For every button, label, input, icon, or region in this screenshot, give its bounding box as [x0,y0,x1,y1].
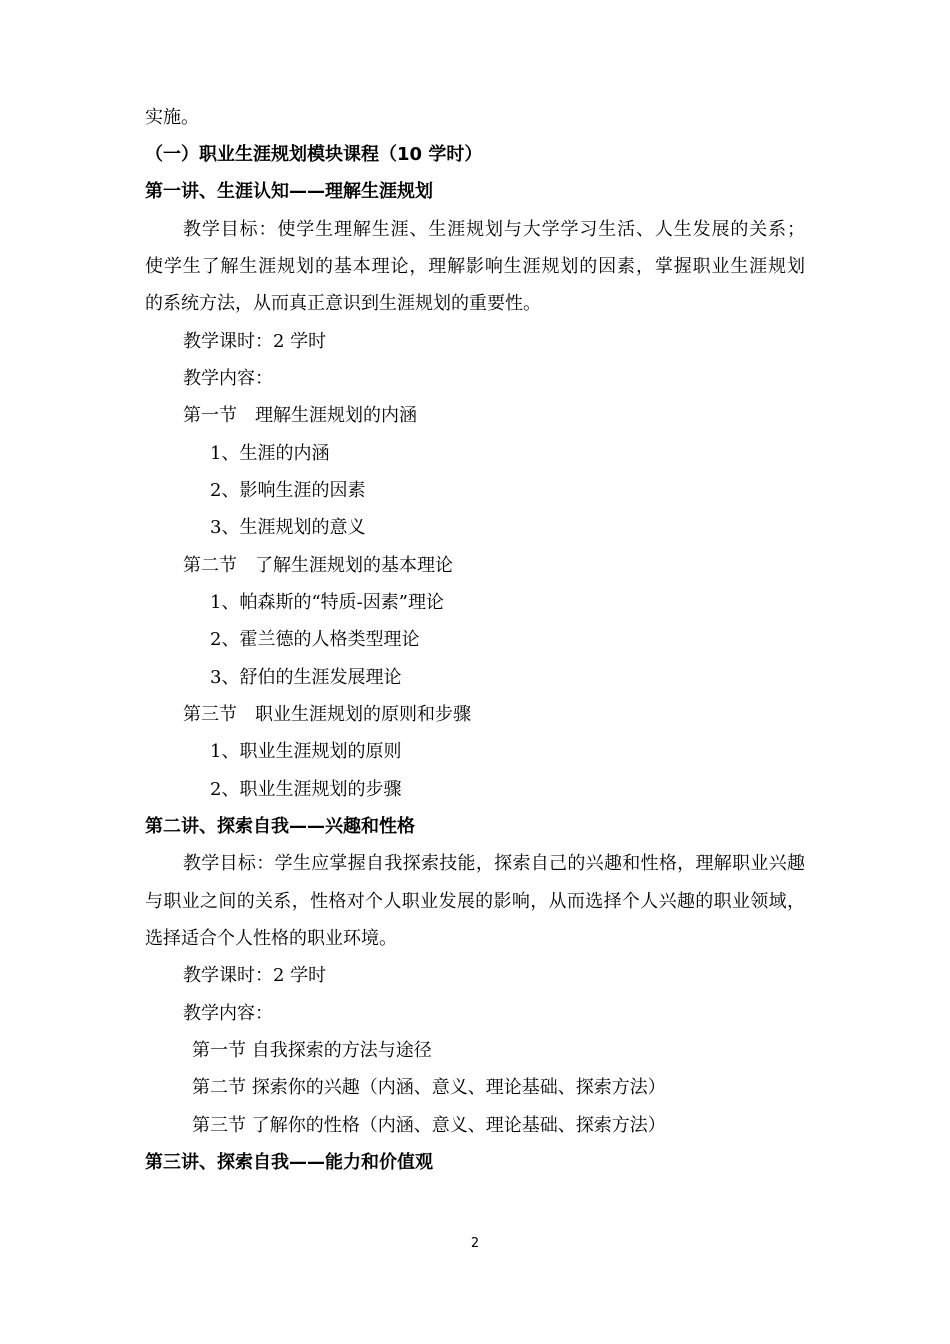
lecture-2-section-1: 第一节 自我探索的方法与途径 [192,1040,432,1061]
lecture-2-objective-line-2: 与职业之间的关系，性格对个人职业发展的影响，从而选择个人兴趣的职业领域， [145,891,805,912]
list-item: 2、职业生涯规划的步骤 [210,779,402,800]
lecture-1-section-3: 第三节 职业生涯规划的原则和步骤 [183,704,471,725]
lecture-1-content-label: 教学内容： [183,368,273,389]
lecture-2-objective-line-3: 选择适合个人性格的职业环境。 [145,928,397,949]
lecture-2-content-label: 教学内容： [183,1003,273,1024]
list-item: 1、帕森斯的“特质-因素”理论 [210,592,444,613]
lecture-1-heading: 第一讲、生涯认知——理解生涯规划 [145,181,433,202]
lecture-2-heading: 第二讲、探索自我——兴趣和性格 [145,816,415,837]
list-item: 3、舒伯的生涯发展理论 [210,667,402,688]
lecture-1-section-1: 第一节 理解生涯规划的内涵 [183,405,417,426]
lecture-2-hours: 教学课时：2 学时 [183,965,327,986]
lecture-2-section-2: 第二节 探索你的兴趣（内涵、意义、理论基础、探索方法） [192,1077,666,1098]
lecture-2-section-3: 第三节 了解你的性格（内涵、意义、理论基础、探索方法） [192,1115,666,1136]
lecture-1-section-2: 第二节 了解生涯规划的基本理论 [183,555,453,576]
list-item: 2、霍兰德的人格类型理论 [210,629,420,650]
list-item: 2、影响生涯的因素 [210,480,366,501]
list-item: 1、生涯的内涵 [210,443,330,464]
lecture-1-hours: 教学课时：2 学时 [183,331,327,352]
module-heading: （一）职业生涯规划模块课程（10 学时） [145,144,483,165]
lecture-1-objective-line-3: 的系统方法，从而真正意识到生涯规划的重要性。 [145,293,541,314]
lecture-2-objective-line-1: 教学目标：学生应掌握自我探索技能，探索自己的兴趣和性格，理解职业兴趣 [183,853,805,874]
paragraph-continuation: 实施。 [145,107,199,128]
list-item: 3、生涯规划的意义 [210,517,366,538]
list-item: 1、职业生涯规划的原则 [210,741,402,762]
lecture-1-objective-line-1: 教学目标：使学生理解生涯、生涯规划与大学学习生活、人生发展的关系； [183,219,805,240]
lecture-3-heading: 第三讲、探索自我——能力和价值观 [145,1152,433,1173]
lecture-1-objective-line-2: 使学生了解生涯规划的基本理论，理解影响生涯规划的因素，掌握职业生涯规划 [145,256,805,277]
page-number: 2 [470,1236,480,1251]
